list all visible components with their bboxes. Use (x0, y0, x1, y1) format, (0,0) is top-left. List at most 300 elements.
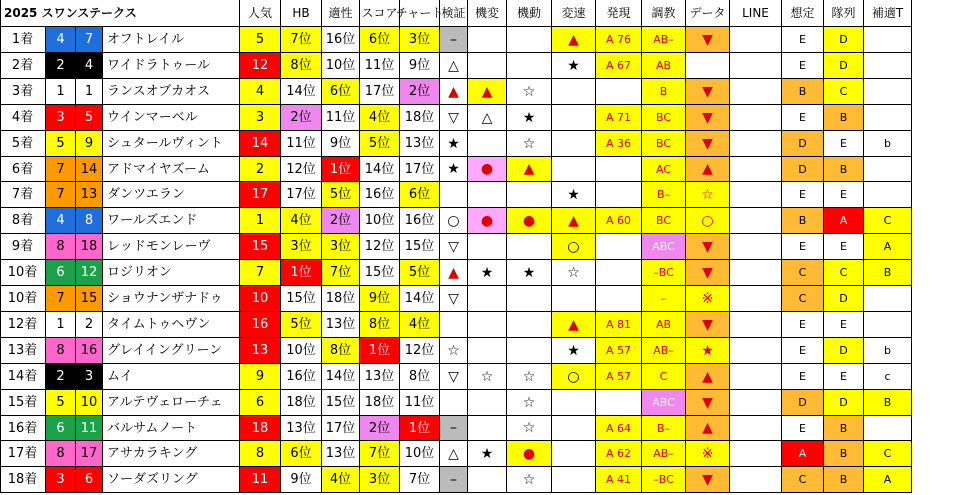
cell-tekisei: 4位 (322, 467, 360, 493)
header-kido: 機動 (507, 0, 552, 27)
cell-ninki: 9 (240, 364, 281, 390)
cell-waku: 3 (46, 467, 76, 493)
cell-chokyo: AB (642, 312, 686, 338)
cell-tairetsu: D (824, 338, 864, 364)
cell-waku: 1 (46, 79, 76, 105)
cell-hoteki (864, 105, 912, 131)
cell-kihen (468, 286, 507, 312)
cell-umaban: 15 (76, 286, 103, 312)
cell-chokyo: BC (642, 131, 686, 157)
cell-hb: 6位 (281, 441, 322, 467)
cell-horse: ウインマーベル (103, 105, 240, 131)
cell-line (730, 364, 782, 390)
cell-hb: 5位 (281, 312, 322, 338)
cell-chart: 17位 (400, 157, 440, 182)
cell-hatsugen: A 41 (596, 467, 642, 493)
cell-tairetsu: D (824, 286, 864, 312)
cell-tekisei: 17位 (322, 416, 360, 441)
cell-hoteki (864, 79, 912, 105)
cell-horse: タイムトゥヘヴン (103, 312, 240, 338)
cell-hatsugen: A 60 (596, 208, 642, 234)
cell-hatsugen: A 57 (596, 364, 642, 390)
cell-rank: 10着 (0, 286, 46, 312)
cell-kensho: ▽ (440, 286, 468, 312)
cell-umaban: 6 (76, 467, 103, 493)
header-hatsugen: 発現 (596, 0, 642, 27)
cell-data: ☆ (686, 182, 730, 208)
cell-kensho: ▲ (440, 79, 468, 105)
cell-tairetsu: B (824, 441, 864, 467)
cell-score: 5位 (360, 131, 400, 157)
cell-rank: 18着 (0, 467, 46, 493)
cell-chart: 8位 (400, 364, 440, 390)
cell-sotei: E (782, 234, 824, 260)
cell-umaban: 10 (76, 390, 103, 416)
cell-umaban: 7 (76, 27, 103, 53)
cell-tekisei: 8位 (322, 338, 360, 364)
cell-hensoku (552, 416, 596, 441)
cell-kido: ● (507, 208, 552, 234)
cell-data: ▼ (686, 234, 730, 260)
cell-chart: 3位 (400, 27, 440, 53)
cell-hatsugen: A 71 (596, 105, 642, 131)
cell-ninki: 10 (240, 286, 281, 312)
header-hb: HB (281, 0, 322, 27)
cell-rank: 14着 (0, 364, 46, 390)
cell-hoteki (864, 286, 912, 312)
cell-kihen (468, 338, 507, 364)
cell-waku: 7 (46, 286, 76, 312)
cell-chokyo: AC (642, 157, 686, 182)
cell-data: ※ (686, 286, 730, 312)
cell-score: 16位 (360, 182, 400, 208)
cell-line (730, 27, 782, 53)
cell-kido (507, 312, 552, 338)
cell-waku: 1 (46, 312, 76, 338)
cell-chokyo: B– (642, 416, 686, 441)
cell-kensho: ▽ (440, 234, 468, 260)
cell-kensho: – (440, 416, 468, 441)
cell-data: ▲ (686, 364, 730, 390)
cell-ninki: 5 (240, 27, 281, 53)
cell-sotei: D (782, 390, 824, 416)
cell-umaban: 16 (76, 338, 103, 364)
cell-line (730, 260, 782, 286)
cell-tekisei: 3位 (322, 234, 360, 260)
cell-line (730, 286, 782, 312)
cell-sotei: E (782, 364, 824, 390)
cell-hatsugen (596, 234, 642, 260)
cell-hensoku: ▲ (552, 312, 596, 338)
cell-ninki: 1 (240, 208, 281, 234)
cell-rank: 17着 (0, 441, 46, 467)
cell-tekisei: 13位 (322, 312, 360, 338)
cell-hensoku: ☆ (552, 260, 596, 286)
cell-rank: 1着 (0, 27, 46, 53)
cell-hb: 3位 (281, 234, 322, 260)
cell-chart: 1位 (400, 416, 440, 441)
cell-hatsugen: A 67 (596, 53, 642, 79)
cell-chart: 18位 (400, 105, 440, 131)
cell-data: ▼ (686, 312, 730, 338)
cell-hoteki: B (864, 260, 912, 286)
cell-horse: アルテヴェローチェ (103, 390, 240, 416)
header-tairetsu: 隊列 (824, 0, 864, 27)
cell-umaban: 9 (76, 131, 103, 157)
cell-waku: 8 (46, 234, 76, 260)
cell-hatsugen: A 36 (596, 131, 642, 157)
cell-chokyo: BC (642, 208, 686, 234)
cell-horse: ダンツエラン (103, 182, 240, 208)
cell-line (730, 312, 782, 338)
cell-waku: 2 (46, 53, 76, 79)
cell-kihen: ☆ (468, 364, 507, 390)
header-hoteki: 補適T (864, 0, 912, 27)
header-sotei: 想定 (782, 0, 824, 27)
header-tekisei: 適性 (322, 0, 360, 27)
cell-hensoku (552, 105, 596, 131)
cell-hb: 17位 (281, 182, 322, 208)
cell-tekisei: 18位 (322, 286, 360, 312)
cell-hensoku (552, 79, 596, 105)
cell-horse: ランスオブカオス (103, 79, 240, 105)
cell-hensoku (552, 390, 596, 416)
cell-kido: ▲ (507, 157, 552, 182)
cell-tekisei: 7位 (322, 260, 360, 286)
cell-chart: 2位 (400, 79, 440, 105)
cell-hensoku (552, 131, 596, 157)
cell-score: 9位 (360, 286, 400, 312)
cell-hb: 7位 (281, 27, 322, 53)
cell-score: 1位 (360, 338, 400, 364)
cell-hb: 2位 (281, 105, 322, 131)
cell-sotei: E (782, 105, 824, 131)
cell-hb: 8位 (281, 53, 322, 79)
cell-hb: 9位 (281, 467, 322, 493)
cell-tekisei: 10位 (322, 53, 360, 79)
cell-sotei: C (782, 260, 824, 286)
cell-tairetsu: A (824, 208, 864, 234)
cell-umaban: 1 (76, 79, 103, 105)
cell-kihen (468, 53, 507, 79)
cell-kensho: ☆ (440, 338, 468, 364)
cell-ninki: 2 (240, 157, 281, 182)
header-score: スコア (360, 0, 400, 27)
cell-chokyo: –BC (642, 260, 686, 286)
cell-hensoku (552, 157, 596, 182)
cell-chokyo: –BC (642, 467, 686, 493)
cell-hensoku: ▲ (552, 27, 596, 53)
cell-ninki: 16 (240, 312, 281, 338)
cell-tekisei: 9位 (322, 131, 360, 157)
cell-hatsugen: A 81 (596, 312, 642, 338)
cell-kihen: ● (468, 208, 507, 234)
cell-chokyo: B (642, 79, 686, 105)
cell-kihen: ▲ (468, 79, 507, 105)
cell-umaban: 2 (76, 312, 103, 338)
cell-waku: 5 (46, 131, 76, 157)
cell-umaban: 3 (76, 364, 103, 390)
cell-tekisei: 16位 (322, 27, 360, 53)
cell-score: 14位 (360, 157, 400, 182)
cell-waku: 8 (46, 441, 76, 467)
cell-kensho: ★ (440, 131, 468, 157)
cell-hoteki: b (864, 131, 912, 157)
cell-kido (507, 182, 552, 208)
cell-score: 15位 (360, 260, 400, 286)
cell-tairetsu: D (824, 390, 864, 416)
cell-umaban: 13 (76, 182, 103, 208)
cell-data: ▼ (686, 467, 730, 493)
header-chart: チャート (400, 0, 440, 27)
cell-hb: 16位 (281, 364, 322, 390)
cell-data: ▲ (686, 416, 730, 441)
cell-tairetsu: B (824, 157, 864, 182)
cell-sotei: E (782, 312, 824, 338)
cell-chokyo: AB– (642, 27, 686, 53)
cell-hoteki (864, 312, 912, 338)
cell-chart: 11位 (400, 390, 440, 416)
cell-hensoku (552, 441, 596, 467)
cell-horse: アドマイヤズーム (103, 157, 240, 182)
cell-hoteki (864, 53, 912, 79)
cell-ninki: 7 (240, 260, 281, 286)
cell-hoteki: B (864, 390, 912, 416)
cell-ninki: 4 (240, 79, 281, 105)
cell-hoteki: C (864, 208, 912, 234)
cell-rank: 7着 (0, 182, 46, 208)
cell-ninki: 11 (240, 467, 281, 493)
cell-tekisei: 14位 (322, 364, 360, 390)
cell-kensho (440, 182, 468, 208)
cell-sotei: D (782, 131, 824, 157)
cell-kensho: ○ (440, 208, 468, 234)
cell-kido: ★ (507, 260, 552, 286)
cell-hoteki (864, 27, 912, 53)
cell-waku: 6 (46, 260, 76, 286)
cell-kensho: – (440, 27, 468, 53)
cell-kido: ● (507, 441, 552, 467)
cell-kido: ☆ (507, 131, 552, 157)
cell-hb: 14位 (281, 79, 322, 105)
cell-chart: 10位 (400, 441, 440, 467)
cell-chart: 4位 (400, 312, 440, 338)
cell-hb: 10位 (281, 338, 322, 364)
cell-chokyo: ABC (642, 234, 686, 260)
cell-hb: 11位 (281, 131, 322, 157)
cell-horse: ワールズエンド (103, 208, 240, 234)
cell-hb: 1位 (281, 260, 322, 286)
cell-tairetsu: E (824, 182, 864, 208)
cell-chart: 7位 (400, 467, 440, 493)
cell-tekisei: 6位 (322, 79, 360, 105)
cell-line (730, 105, 782, 131)
cell-tairetsu: C (824, 79, 864, 105)
cell-ninki: 3 (240, 105, 281, 131)
cell-chart: 9位 (400, 53, 440, 79)
cell-hb: 15位 (281, 286, 322, 312)
cell-chart: 13位 (400, 131, 440, 157)
header-kensho: 検証 (440, 0, 468, 27)
cell-tairetsu: B (824, 105, 864, 131)
cell-score: 3位 (360, 467, 400, 493)
cell-chart: 15位 (400, 234, 440, 260)
cell-data: ▼ (686, 79, 730, 105)
cell-line (730, 157, 782, 182)
header-line: LINE (730, 0, 782, 27)
cell-data (686, 53, 730, 79)
cell-sotei: B (782, 208, 824, 234)
cell-kensho: – (440, 467, 468, 493)
cell-hb: 18位 (281, 390, 322, 416)
cell-score: 18位 (360, 390, 400, 416)
cell-data: ▲ (686, 157, 730, 182)
cell-umaban: 11 (76, 416, 103, 441)
cell-umaban: 12 (76, 260, 103, 286)
cell-hensoku: ★ (552, 182, 596, 208)
cell-rank: 16着 (0, 416, 46, 441)
cell-hensoku: ★ (552, 53, 596, 79)
cell-hatsugen: A 57 (596, 338, 642, 364)
cell-hoteki: b (864, 338, 912, 364)
cell-waku: 7 (46, 182, 76, 208)
cell-waku: 2 (46, 364, 76, 390)
cell-score: 4位 (360, 105, 400, 131)
cell-kihen (468, 467, 507, 493)
cell-chokyo: AB– (642, 338, 686, 364)
cell-hensoku: ★ (552, 338, 596, 364)
cell-tairetsu: B (824, 416, 864, 441)
cell-kensho: △ (440, 53, 468, 79)
cell-umaban: 14 (76, 157, 103, 182)
cell-waku: 6 (46, 416, 76, 441)
cell-umaban: 4 (76, 53, 103, 79)
cell-hatsugen (596, 157, 642, 182)
cell-ninki: 8 (240, 441, 281, 467)
cell-kihen: ★ (468, 260, 507, 286)
cell-line (730, 79, 782, 105)
cell-tairetsu: D (824, 53, 864, 79)
cell-kido (507, 53, 552, 79)
cell-line (730, 467, 782, 493)
cell-line (730, 131, 782, 157)
cell-chart: 6位 (400, 182, 440, 208)
cell-score: 2位 (360, 416, 400, 441)
cell-rank: 3着 (0, 79, 46, 105)
race-title: 2025 スワンステークス (0, 0, 240, 27)
cell-kihen (468, 182, 507, 208)
header-kihen: 機変 (468, 0, 507, 27)
cell-kensho: ▽ (440, 105, 468, 131)
cell-horse: アサカラキング (103, 441, 240, 467)
cell-hoteki (864, 157, 912, 182)
cell-kihen: △ (468, 105, 507, 131)
cell-ninki: 13 (240, 338, 281, 364)
cell-kensho (440, 390, 468, 416)
cell-hoteki: c (864, 364, 912, 390)
cell-kihen (468, 131, 507, 157)
cell-sotei: D (782, 157, 824, 182)
cell-sotei: E (782, 27, 824, 53)
cell-chart: 12位 (400, 338, 440, 364)
cell-chart: 14位 (400, 286, 440, 312)
cell-ninki: 12 (240, 53, 281, 79)
cell-hatsugen (596, 286, 642, 312)
cell-kihen (468, 416, 507, 441)
cell-ninki: 6 (240, 390, 281, 416)
cell-line (730, 338, 782, 364)
cell-waku: 3 (46, 105, 76, 131)
cell-tekisei: 5位 (322, 182, 360, 208)
cell-tairetsu: E (824, 312, 864, 338)
cell-line (730, 182, 782, 208)
cell-data: ▼ (686, 27, 730, 53)
cell-rank: 6着 (0, 157, 46, 182)
cell-horse: バルサムノート (103, 416, 240, 441)
cell-sotei: A (782, 441, 824, 467)
cell-hb: 4位 (281, 208, 322, 234)
cell-kido: ★ (507, 105, 552, 131)
cell-rank: 5着 (0, 131, 46, 157)
cell-horse: ソーダズリング (103, 467, 240, 493)
cell-kido (507, 286, 552, 312)
cell-score: 11位 (360, 53, 400, 79)
cell-chokyo: B– (642, 182, 686, 208)
cell-rank: 4着 (0, 105, 46, 131)
cell-ninki: 15 (240, 234, 281, 260)
cell-data: ▼ (686, 390, 730, 416)
cell-kihen: ★ (468, 441, 507, 467)
cell-rank: 13着 (0, 338, 46, 364)
cell-rank: 9着 (0, 234, 46, 260)
cell-ninki: 14 (240, 131, 281, 157)
cell-chart: 5位 (400, 260, 440, 286)
cell-hensoku: ○ (552, 234, 596, 260)
cell-umaban: 8 (76, 208, 103, 234)
cell-score: 7位 (360, 441, 400, 467)
cell-hoteki (864, 416, 912, 441)
cell-hoteki: A (864, 234, 912, 260)
cell-waku: 4 (46, 27, 76, 53)
cell-score: 12位 (360, 234, 400, 260)
cell-tekisei: 1位 (322, 157, 360, 182)
cell-data: ▼ (686, 105, 730, 131)
cell-hatsugen: A 62 (596, 441, 642, 467)
cell-tekisei: 2位 (322, 208, 360, 234)
cell-tekisei: 15位 (322, 390, 360, 416)
cell-chokyo: ABC (642, 390, 686, 416)
cell-data: ★ (686, 338, 730, 364)
cell-chart: 16位 (400, 208, 440, 234)
cell-data: ○ (686, 208, 730, 234)
cell-kihen (468, 390, 507, 416)
cell-hensoku (552, 467, 596, 493)
cell-line (730, 208, 782, 234)
cell-line (730, 234, 782, 260)
cell-line (730, 441, 782, 467)
cell-kido: ☆ (507, 416, 552, 441)
cell-chokyo: AB– (642, 441, 686, 467)
cell-chokyo: C (642, 364, 686, 390)
cell-hensoku: ▲ (552, 208, 596, 234)
cell-horse: ムイ (103, 364, 240, 390)
header-data: データ (686, 0, 730, 27)
cell-waku: 4 (46, 208, 76, 234)
cell-rank: 12着 (0, 312, 46, 338)
cell-horse: グレイイングリーン (103, 338, 240, 364)
cell-sotei: E (782, 53, 824, 79)
cell-hatsugen: A 64 (596, 416, 642, 441)
